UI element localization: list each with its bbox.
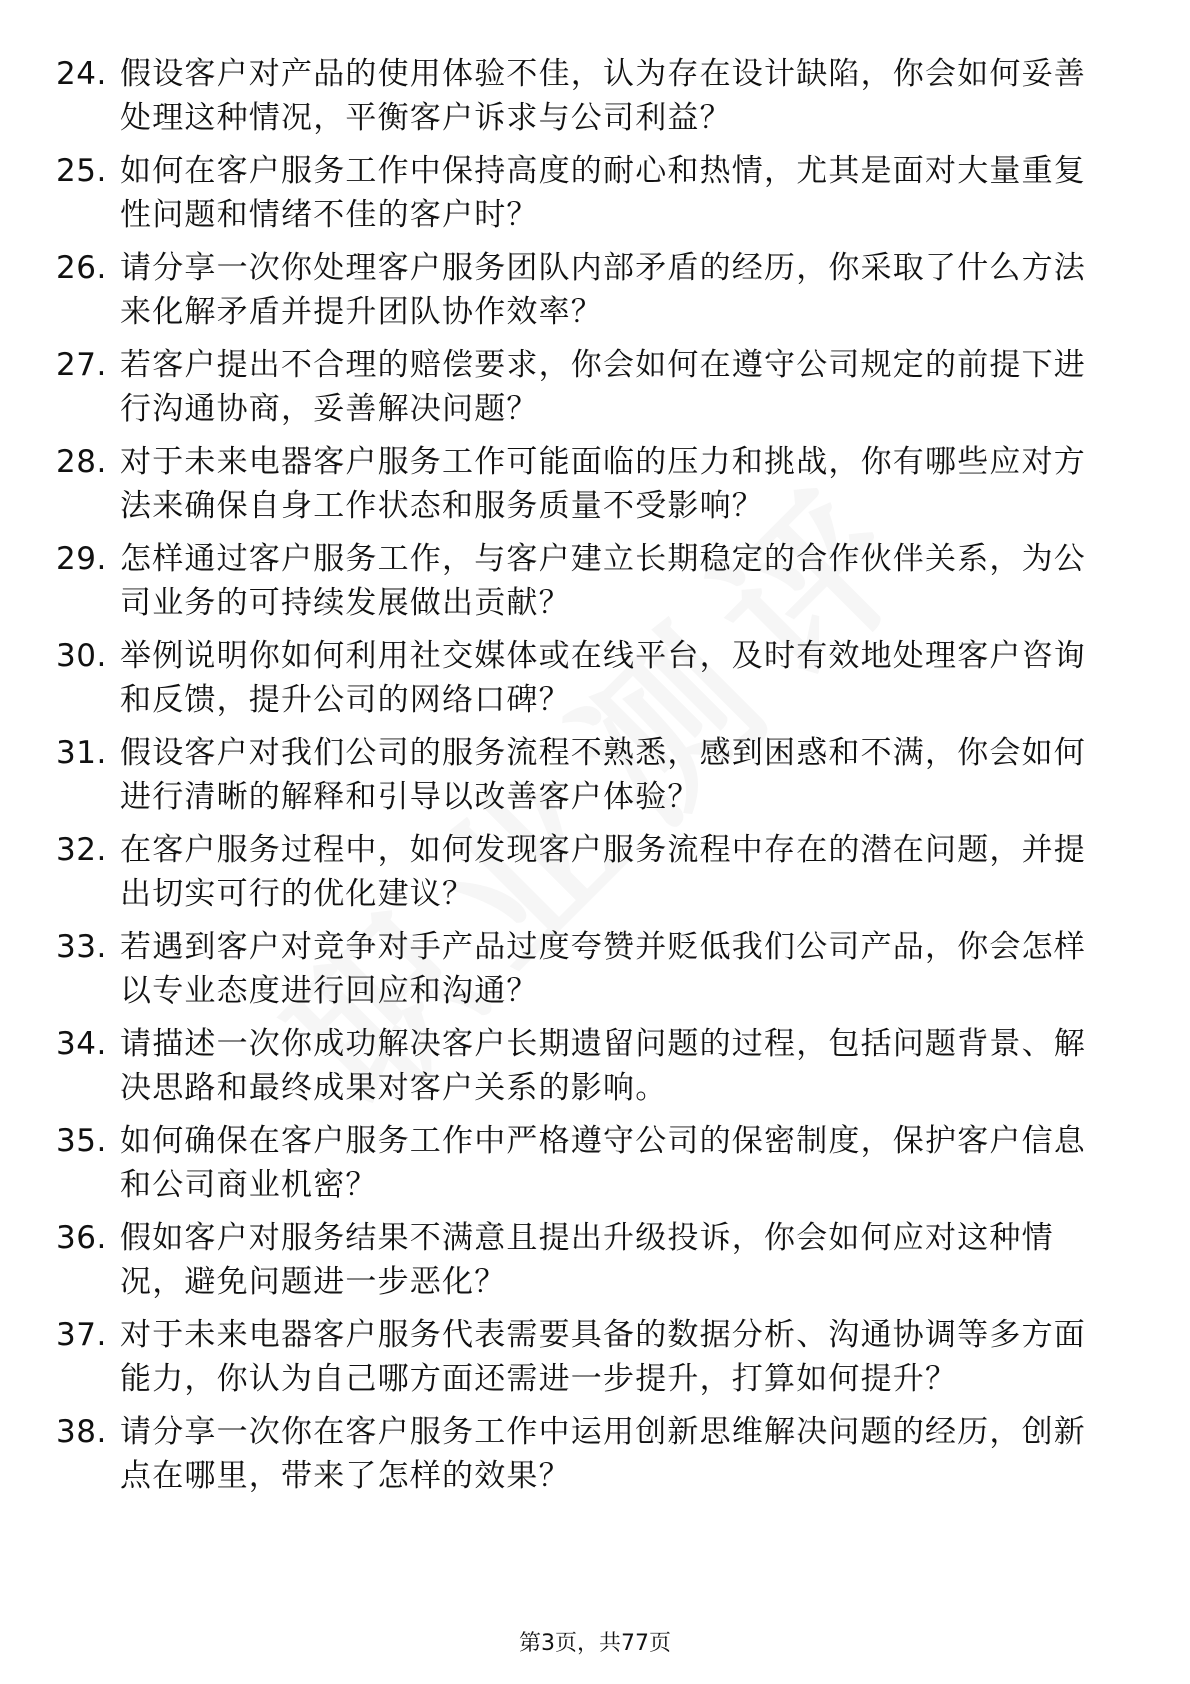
question-item: [56, 1313, 1116, 1410]
question-item: [56, 343, 1116, 440]
question-text: 若客户提出不合理的赔偿要求，你会如何在遵守公司规定的前提下进行沟通协商，妥善解决问题？: [120, 347, 1086, 427]
question-text: 举例说明你如何利用社交媒体或在线平台，及时有效地处理客户咨询和反馈，提升公司的网络口碑？: [120, 638, 1086, 718]
question-text: 如何确保在客户服务工作中严格遵守公司的保密制度，保护客户信息和公司商业机密？: [120, 1123, 1086, 1203]
question-text: 如何在客户服务工作中保持高度的耐心和热情，尤其是面对大量重复性问题和情绪不佳的客户时？: [120, 153, 1086, 233]
question-item: [56, 634, 1116, 731]
question-number: 36.: [56, 1220, 107, 1256]
question-text: 若遇到客户对竞争对手产品过度夸赞并贬低我们公司产品，你会怎样以专业态度进行回应和沟通？: [120, 929, 1086, 1009]
question-number: 37.: [56, 1317, 107, 1353]
question-number: 28.: [56, 444, 107, 480]
question-item: [56, 537, 1116, 634]
question-item: [56, 52, 1116, 149]
question-number: 32.: [56, 832, 107, 868]
question-item: [56, 1119, 1116, 1216]
question-text: 对于未来电器客户服务工作可能面临的压力和挑战，你有哪些应对方法来确保自身工作状态和服务质量不受影响？: [120, 444, 1086, 524]
question-item: [56, 731, 1116, 828]
question-text: 请描述一次你成功解决客户长期遗留问题的过程，包括问题背景、解决思路和最终成果对客户关系的影响。: [120, 1026, 1086, 1106]
question-text: 请分享一次你处理客户服务团队内部矛盾的经历，你采取了什么方法来化解矛盾并提升团队协作效率？: [120, 250, 1086, 330]
question-number: 31.: [56, 735, 107, 771]
question-number: 24.: [56, 56, 107, 92]
question-text: 怎样通过客户服务工作，与客户建立长期稳定的合作伙伴关系，为公司业务的可持续发展做出贡献？: [120, 541, 1086, 621]
question-text: 在客户服务过程中，如何发现客户服务流程中存在的潜在问题，并提出切实可行的优化建议？: [120, 832, 1086, 912]
question-item: [56, 440, 1116, 537]
question-item: [56, 925, 1116, 1022]
question-item: [56, 1410, 1116, 1507]
question-text: 假设客户对我们公司的服务流程不熟悉，感到困惑和不满，你会如何进行清晰的解释和引导以改善客户体验？: [120, 735, 1086, 815]
question-text: 假如客户对服务结果不满意且提出升级投诉，你会如何应对这种情况，避免问题进一步恶化？: [120, 1220, 1054, 1300]
question-text: 假设客户对产品的使用体验不佳，认为存在设计缺陷，你会如何妥善处理这种情况，平衡客户诉求与公司利益？: [120, 56, 1086, 136]
page-number-label: 第3页，共77页: [519, 1631, 671, 1656]
question-text: 对于未来电器客户服务代表需要具备的数据分析、沟通协调等多方面能力，你认为自己哪方面还需进一步提升，打算如何提升？: [120, 1317, 1086, 1397]
page-footer: [0, 1630, 1190, 1658]
question-item: [56, 1022, 1116, 1119]
question-number: 26.: [56, 250, 107, 286]
question-number: 38.: [56, 1414, 107, 1450]
question-number: 35.: [56, 1123, 107, 1159]
question-item: [56, 149, 1116, 246]
question-number: 30.: [56, 638, 107, 674]
question-number: 34.: [56, 1026, 107, 1062]
question-item: [56, 246, 1116, 343]
question-text: 请分享一次你在客户服务工作中运用创新思维解决问题的经历，创新点在哪里，带来了怎样的效果？: [120, 1414, 1086, 1494]
question-list: [56, 52, 1116, 1507]
question-item: [56, 828, 1116, 925]
question-item: [56, 1216, 1116, 1313]
question-number: 27.: [56, 347, 107, 383]
question-number: 29.: [56, 541, 107, 577]
question-number: 25.: [56, 153, 107, 189]
question-number: 33.: [56, 929, 107, 965]
